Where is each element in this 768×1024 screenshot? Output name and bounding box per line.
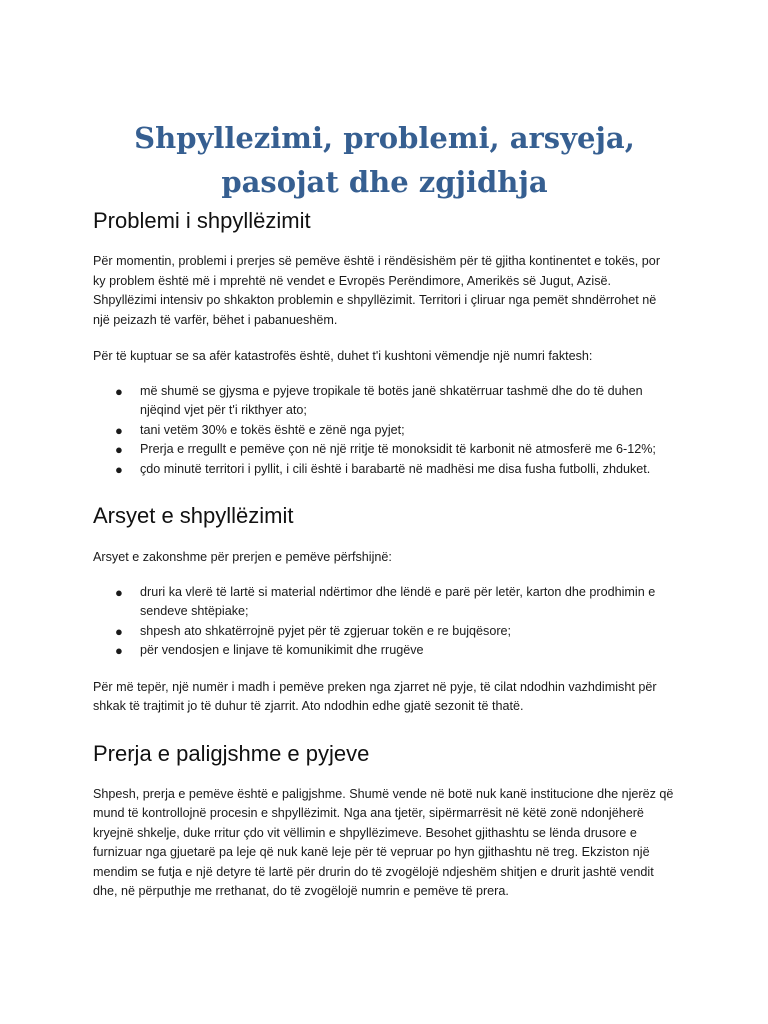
bullet-icon: ● xyxy=(115,643,123,658)
document-title-line-1: Shpyllezimi, problemi, arsyeja, xyxy=(134,121,635,155)
document-title-line-2: pasojat dhe zgjidhja xyxy=(221,165,548,199)
bullet-icon: ● xyxy=(115,383,123,399)
section-reasons-paragraph-1: Arsyet e zakonshme për prerjen e pemëve përfshijnë: xyxy=(93,550,392,564)
section-problem-bullet-list xyxy=(93,382,676,480)
list-item xyxy=(115,622,676,642)
list-item xyxy=(115,641,676,661)
section-heading-problem: Problemi i shpyllëzimit xyxy=(93,208,311,233)
list-item-text: shpesh ato shkatërrojnë pyjet për të zgjeruar tokën e re bujqësore; xyxy=(140,623,512,638)
list-item-text: druri ka vlerë të lartë si material ndërtimor dhe lëndë e parë për letër, karton dhe prodhimin e sendeve shtëpiake; xyxy=(140,584,656,618)
list-item xyxy=(115,421,676,441)
list-item-text: Prerja e rregullt e pemëve çon në një rritje të monoksidit të karbonit në atmosferë me 6-12%; xyxy=(140,442,656,456)
document-title xyxy=(93,0,676,204)
section-illegal-logging-paragraph-1: Shpesh, prerja e pemëve është e paligjshme. Shumë vende në botë nuk kanë institucione dhe njerëz që mund të kontrollojnë procesin e shpyllëzimit. Nga ana tjetër, sipërmarrësit në këtë zonë ndonjëherë kryejnë shkelje, duke rritur çdo vit vëllimin e shpyllëzimeve. Besohet gjithashtu se lënda drusore e furnizuar nga gjuetarë pa leje që nuk kanë leje për të vepruar po hyn gjithashtu në treg. Ekziston një mendim se futja e një detyre të lartë për drurin do të zvogëlojë ndjeshëm shitjen e drurit jashtë vendit dhe, në përputhje me rrethanat, do të zvogëlojë numrin e pemëve të prera. xyxy=(93,786,674,898)
list-item xyxy=(115,382,676,421)
bullet-icon: ● xyxy=(115,442,123,457)
list-item-text: më shumë se gjysma e pyjeve tropikale të botës janë shkatërruar tashmë dhe do të duhen njëqind vjet për t'i rikthyer ato; xyxy=(140,383,643,417)
list-item xyxy=(115,440,676,460)
section-problem-paragraph-2: Për të kuptuar se sa afër katastrofës është, duhet t'i kushtoni vëmendje një numri faktesh: xyxy=(93,349,593,363)
list-item-text: tani vetëm 30% e tokës është e zënë nga pyjet; xyxy=(140,422,405,437)
bullet-icon: ● xyxy=(115,623,123,639)
list-item-text: çdo minutë territori i pyllit, i cili është i barabartë në madhësi me disa fusha futbolli, zhduket. xyxy=(140,461,651,476)
bullet-icon: ● xyxy=(115,584,123,600)
bullet-icon: ● xyxy=(115,422,123,438)
section-heading-illegal-logging: Prerja e paligjshme e pyjeve xyxy=(93,740,370,766)
section-problem-paragraph-1: Për momentin, problemi i prerjes së pemëve është i rëndësishëm për të gjitha kontinentet e tokës, por ky problem është më i mprehtë në vendet e Evropës Perëndimore, Amerikës së Jugut, Azisë. Shpyllëzimi intensiv po shkakton problemin e shpyllëzimit. Territori i çliruar nga pemët shndërrohet në një peizazh të varfër, bëhet i pabanueshëm. xyxy=(93,254,661,327)
list-item-text: për vendosjen e linjave të komunikimit dhe rrugëve xyxy=(140,643,424,657)
section-reasons-paragraph-2: Për më tepër, një numër i madh i pemëve preken nga zjarret në pyje, të cilat ndodhin vazhdimisht për shkak të trajtimit jo të duhur të zjarrit. Ato ndodhin edhe gjatë sezonit të thatë. xyxy=(93,679,657,713)
list-item xyxy=(115,460,676,480)
section-reasons-bullet-list xyxy=(93,583,676,661)
bullet-icon: ● xyxy=(115,461,123,477)
list-item xyxy=(115,583,676,622)
section-heading-reasons: Arsyet e shpyllëzimit xyxy=(93,503,294,528)
